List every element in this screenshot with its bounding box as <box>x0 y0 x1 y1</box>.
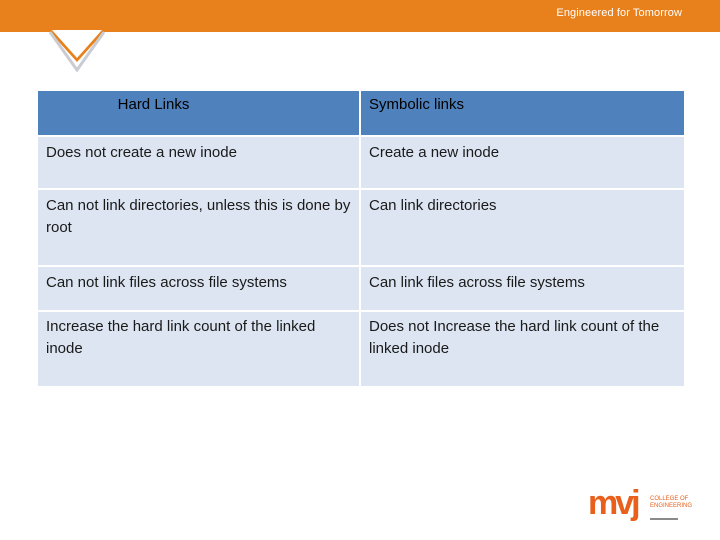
header-hard-links: Hard Links <box>37 90 360 136</box>
table-header-row <box>37 90 685 136</box>
logo-text <box>650 496 692 510</box>
header-tagline: Engineered for Tomorrow <box>556 7 682 19</box>
table-row <box>37 189 685 266</box>
logo-text-line: ENGINEERING <box>650 503 693 509</box>
logo-divider <box>650 518 678 520</box>
table-cell: Can link files across file systems <box>360 266 685 311</box>
table-row <box>37 311 685 387</box>
table-cell: Increase the hard link count of the linked inode <box>37 311 360 387</box>
table-cell: Can not link directories, unless this is done by root <box>37 189 360 266</box>
comparison-table <box>36 89 686 388</box>
logo-mark: mvj <box>588 484 638 522</box>
table-row <box>37 136 685 189</box>
table-cell: Does not Increase the hard link count of the linked inode <box>360 311 685 387</box>
table-cell: Can link directories <box>360 189 685 266</box>
table-cell: Does not create a new inode <box>37 136 360 189</box>
table-row <box>37 266 685 311</box>
header-symbolic-links: Symbolic links <box>360 90 685 136</box>
college-logo <box>588 484 693 524</box>
table-cell: Create a new inode <box>360 136 685 189</box>
logo-text-line: COLLEGE OF <box>650 496 689 502</box>
table-cell: Can not link files across file systems <box>37 266 360 311</box>
